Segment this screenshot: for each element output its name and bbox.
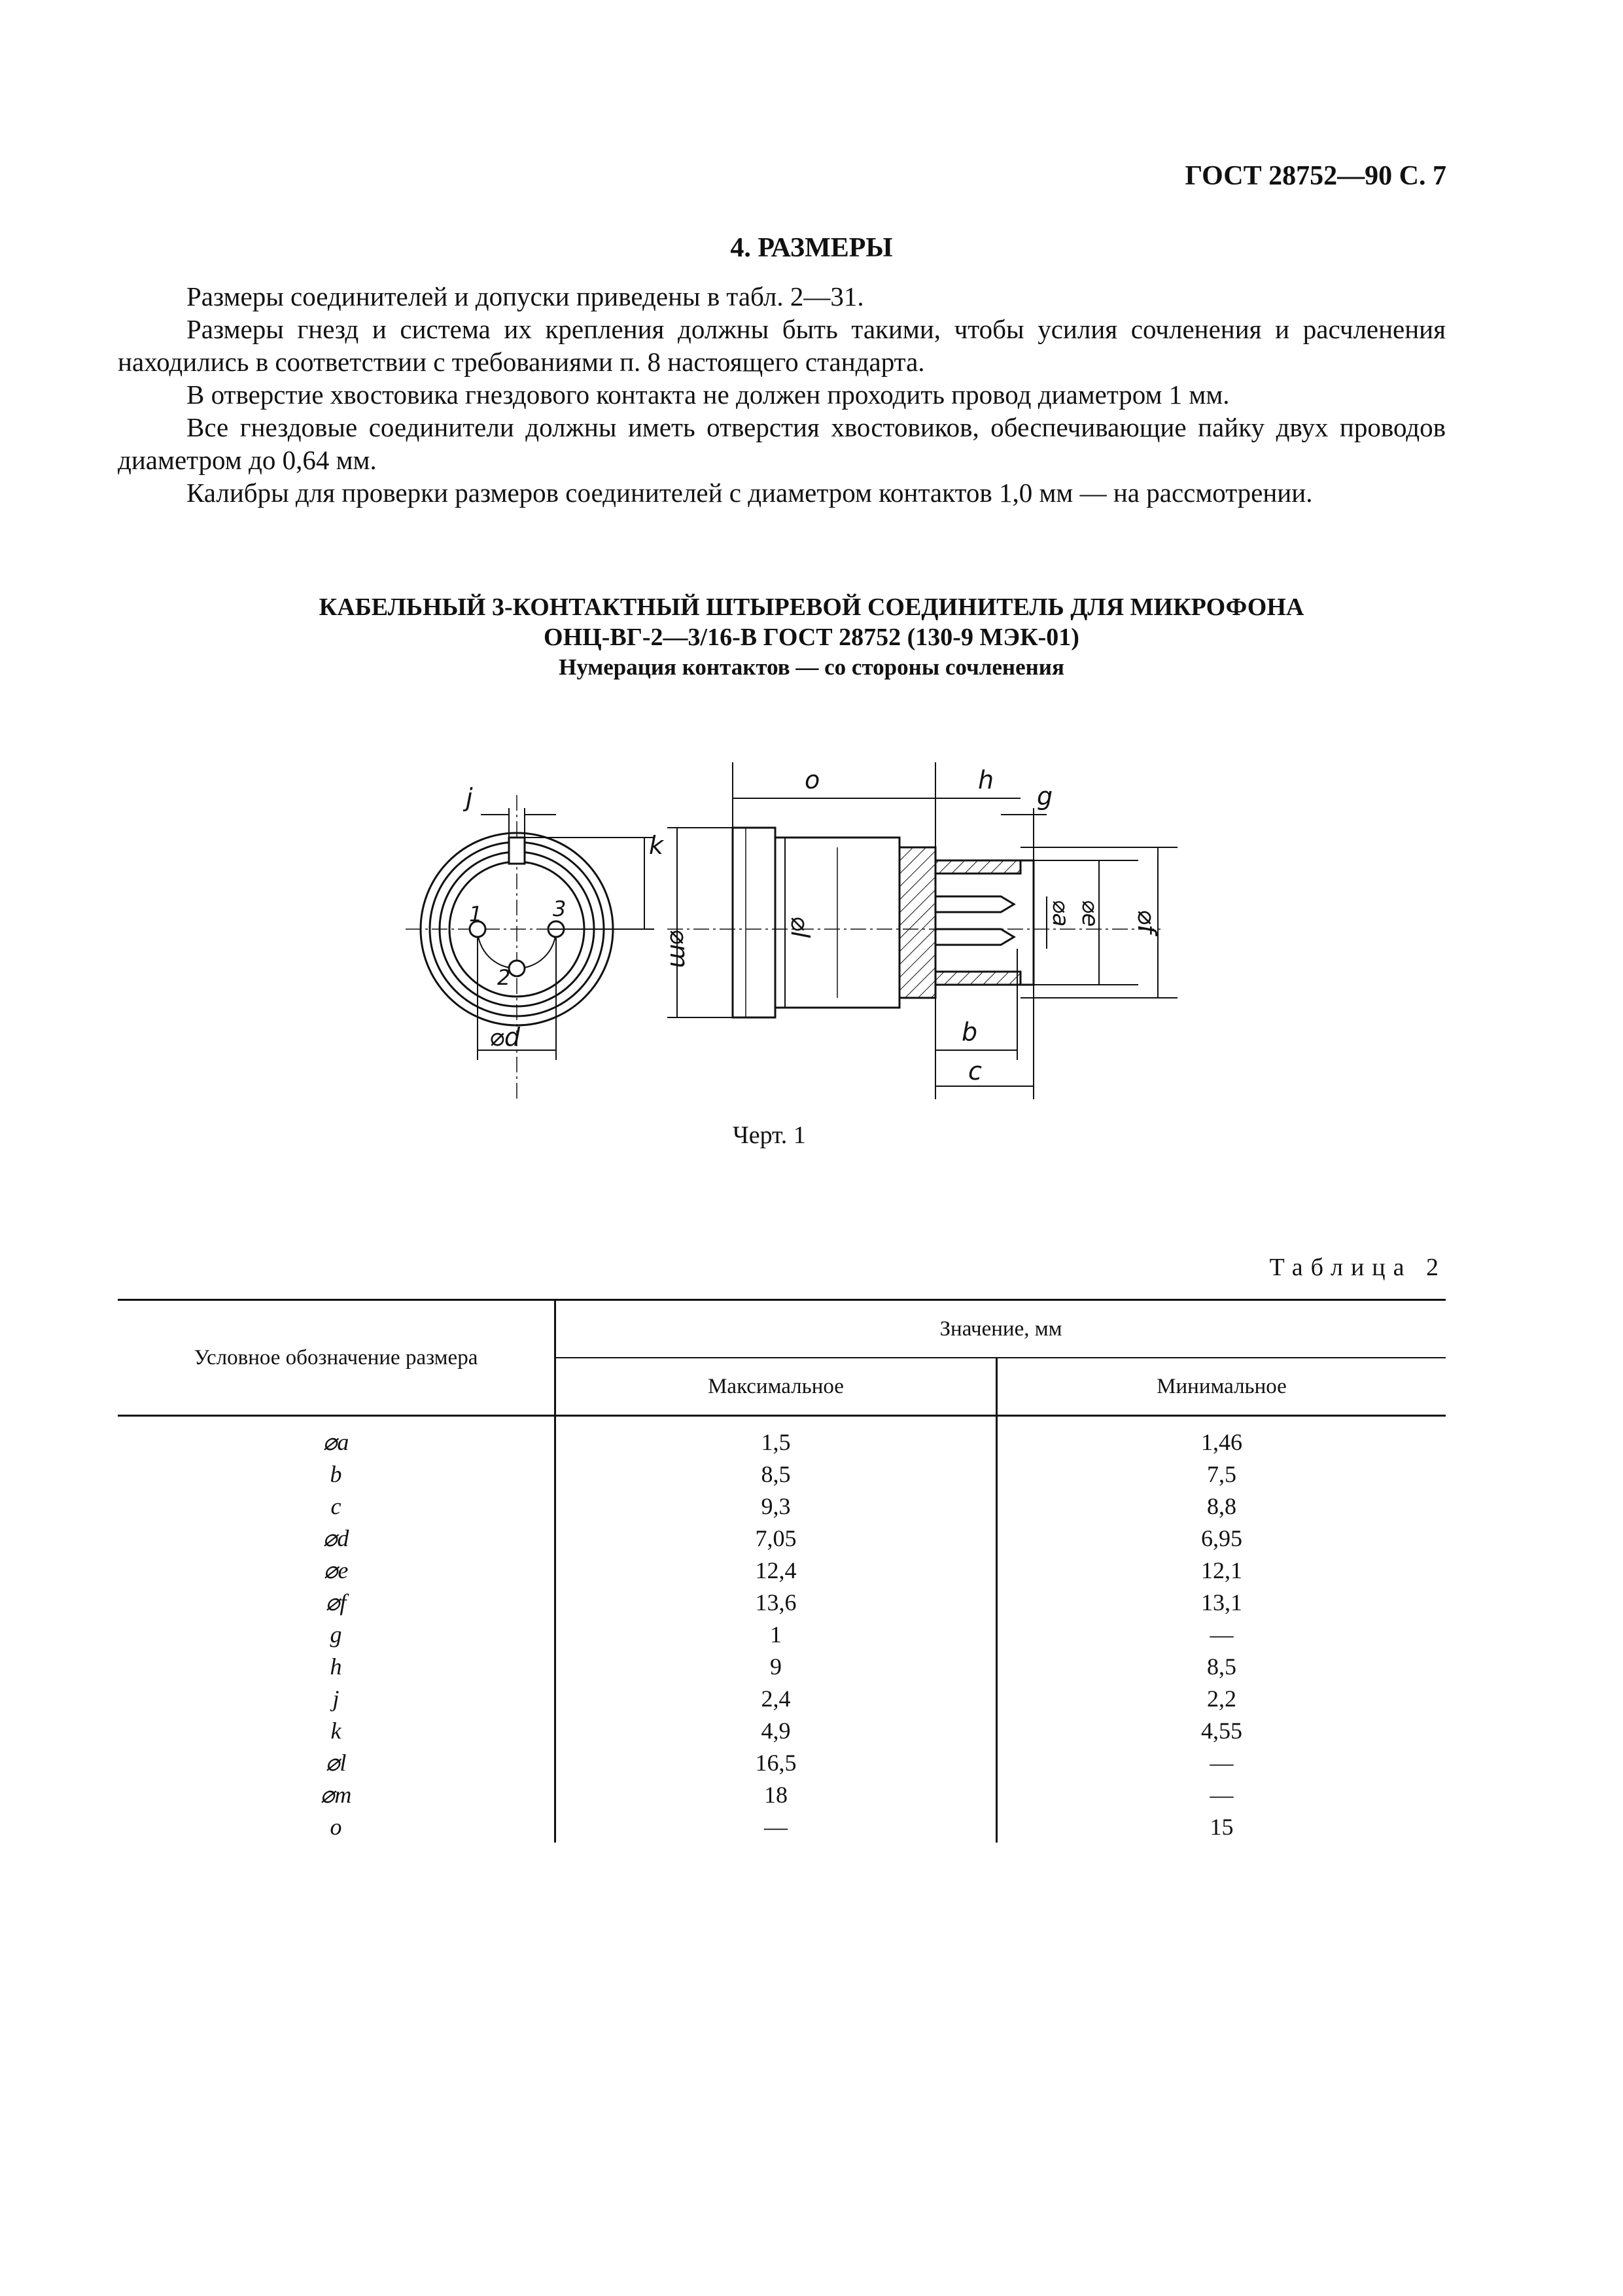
cell-symbol: h: [118, 1650, 555, 1682]
table-row: [118, 1714, 1446, 1746]
cell-max: 8,5: [555, 1458, 997, 1490]
table-row: [118, 1458, 1446, 1490]
cell-max: 2,4: [555, 1682, 997, 1714]
label-j: j: [466, 783, 473, 812]
cell-symbol: ⌀l: [118, 1746, 555, 1778]
table-row: [118, 1554, 1446, 1586]
table-row: [118, 1490, 1446, 1522]
cell-max: 18: [555, 1778, 997, 1810]
cell-symbol: k: [118, 1714, 555, 1746]
connector-title-line1: КАБЕЛЬНЫЙ 3-КОНТАКТНЫЙ ШТЫРЕВОЙ СОЕДИНИТЕЛЬ ДЛЯ МИКРОФОНА: [319, 593, 1304, 621]
section-title: 4. РАЗМЕРЫ: [730, 233, 893, 263]
header-min: Минимальное: [997, 1358, 1446, 1416]
cell-max: 12,4: [555, 1554, 997, 1586]
key-slot: [509, 838, 525, 864]
table-row: [118, 1416, 1446, 1458]
cell-max: 1: [555, 1618, 997, 1650]
paragraph: Размеры гнезд и система их крепления должны быть такими, чтобы усилия сочленения и расчленения находились в соответствии с требованиями п. 8 настоящего стандарта.: [118, 314, 1446, 377]
cell-min: 1,46: [1201, 1428, 1242, 1455]
label-pin1: 1: [469, 902, 483, 927]
connector-title: [0, 592, 1623, 652]
label-f: ⌀f: [1132, 910, 1161, 934]
cell-max: 7,05: [555, 1522, 997, 1554]
cell-symbol: ⌀d: [118, 1522, 555, 1554]
table-row: [118, 1522, 1446, 1554]
cell-min: 8,5: [1207, 1653, 1236, 1680]
table-body: [118, 1416, 1446, 1843]
table-caption: Таблица 2: [1269, 1254, 1446, 1281]
connector-title-line2: ОНЦ-ВГ-2—3/16-В ГОСТ 28752 (130-9 МЭК-01): [544, 624, 1079, 651]
cell-symbol: ⌀f: [118, 1586, 555, 1618]
cell-min: 4,55: [1201, 1717, 1242, 1744]
table-row: [118, 1650, 1446, 1682]
label-h: h: [978, 766, 994, 794]
cell-max: 9: [555, 1650, 997, 1682]
cell-max: 16,5: [555, 1746, 997, 1778]
cell-min: 13,1: [1201, 1589, 1242, 1616]
cell-min: —: [1210, 1749, 1234, 1776]
label-g: g: [1037, 782, 1053, 811]
cell-min: 15: [1210, 1813, 1234, 1840]
connector-drawing: [393, 733, 1178, 1099]
table-row: [118, 1682, 1446, 1714]
side-view: [665, 762, 1178, 1099]
table-row: [118, 1746, 1446, 1778]
label-b: b: [962, 1017, 978, 1046]
label-pin3: 3: [553, 896, 567, 921]
cell-max: 9,3: [555, 1490, 997, 1522]
paragraph: Все гнездовые соединители должны иметь отверстия хвостовиков, обеспечивающие пайку двух проводов диаметром до 0,64 мм.: [118, 412, 1446, 475]
cell-max: —: [555, 1810, 997, 1843]
label-pin2: 2: [497, 965, 511, 990]
label-m: ⌀m: [665, 929, 693, 968]
connector-note: Нумерация контактов — со стороны сочленения: [559, 654, 1064, 680]
cell-symbol: ⌀m: [118, 1778, 555, 1810]
cell-symbol: j: [118, 1682, 555, 1714]
cell-min: —: [1210, 1621, 1234, 1648]
cell-min: —: [1210, 1781, 1234, 1808]
cell-min: 7,5: [1207, 1460, 1236, 1487]
cell-symbol: b: [118, 1458, 555, 1490]
table-row: [118, 1778, 1446, 1810]
front-view: [406, 783, 665, 1099]
header-condition: Условное обозначение размера: [118, 1300, 555, 1416]
cell-max: 1,5: [555, 1416, 997, 1458]
header-max: Максимальное: [555, 1358, 997, 1416]
dimensions-table: [118, 1299, 1446, 1843]
label-o: o: [805, 766, 820, 794]
cell-min: 6,95: [1201, 1525, 1242, 1551]
body-text: [118, 280, 1446, 509]
cell-max: 4,9: [555, 1714, 997, 1746]
table-row: [118, 1810, 1446, 1843]
table-row: [118, 1618, 1446, 1650]
label-e: ⌀e: [1077, 900, 1103, 927]
label-k: k: [649, 831, 664, 860]
cell-symbol: c: [118, 1490, 555, 1522]
cell-symbol: o: [118, 1810, 555, 1843]
paragraph: Калибры для проверки размеров соединителей с диаметром контактов 1,0 мм — на рассмотрении.: [186, 478, 1313, 508]
cell-max: 13,6: [555, 1586, 997, 1618]
cell-min: 2,2: [1207, 1685, 1236, 1712]
label-a: ⌀a: [1047, 900, 1073, 927]
cell-min: 12,1: [1201, 1557, 1242, 1583]
pin: [935, 896, 1014, 912]
paragraph: В отверстие хвостовика гнездового контакта не должен проходить провод диаметром 1 мм.: [186, 380, 1230, 410]
label-c: c: [968, 1057, 982, 1086]
header-value: Значение, мм: [555, 1300, 1446, 1358]
cell-min: 8,8: [1207, 1492, 1236, 1519]
cell-symbol: g: [118, 1618, 555, 1650]
label-d: ⌀d: [489, 1023, 520, 1051]
paragraph: Размеры соединителей и допуски приведены в табл. 2—31.: [186, 281, 864, 311]
table-row: [118, 1586, 1446, 1618]
cell-symbol: ⌀e: [118, 1554, 555, 1586]
figure-caption: Черт. 1: [733, 1122, 806, 1149]
label-l: ⌀l: [786, 916, 814, 938]
cell-symbol: ⌀a: [118, 1416, 555, 1458]
pin: [935, 929, 1014, 945]
contact-pin: [509, 961, 525, 976]
page-header: ГОСТ 28752—90 С. 7: [1185, 161, 1446, 191]
